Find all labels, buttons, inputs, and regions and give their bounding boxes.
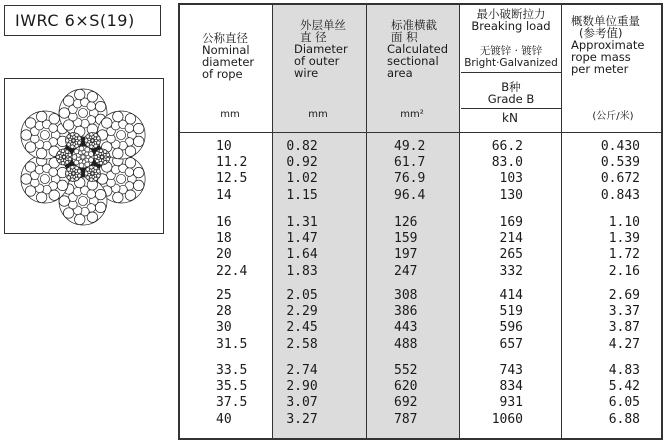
header-breaking-finish: 无镀锌 · 镀锌 Bright·Galvanized bbox=[464, 45, 558, 69]
cell-dow: 1.02 bbox=[286, 171, 318, 187]
cell-dow: 1.31 bbox=[286, 215, 318, 230]
cell-dow: 1.83 bbox=[286, 263, 318, 279]
cell-mass: 2.16 bbox=[608, 263, 640, 279]
cell-area: 620 bbox=[394, 379, 418, 395]
cell-area: 126 bbox=[394, 215, 418, 230]
header-bottom-rule bbox=[180, 132, 661, 133]
cell-dow: 2.58 bbox=[286, 336, 318, 352]
cell-dow: 0.92 bbox=[286, 155, 318, 171]
cell-area: 692 bbox=[394, 395, 418, 411]
header-nominal-diameter: 公称直径 Nominal diameter of rope bbox=[202, 31, 255, 81]
cell-mass: 3.37 bbox=[608, 304, 640, 320]
cell-mass: 6.05 bbox=[608, 395, 640, 411]
cell-mass: 1.39 bbox=[608, 231, 640, 247]
header-breaking-grade: B种 Grade B bbox=[487, 80, 535, 106]
cell-mass: 2.69 bbox=[608, 288, 640, 303]
rope-cross-section-icon bbox=[5, 79, 163, 233]
cell-area: 49.2 bbox=[394, 139, 426, 154]
breaking-grade-divider bbox=[461, 108, 561, 109]
col-divider bbox=[366, 5, 367, 438]
cell-mass: 4.83 bbox=[608, 363, 640, 378]
cell-mass: 0.843 bbox=[600, 187, 640, 203]
col-divider bbox=[561, 5, 562, 438]
cell-dia: 28 bbox=[216, 304, 232, 320]
cell-area: 96.4 bbox=[394, 187, 426, 203]
cell-dia: 11.2 bbox=[216, 155, 248, 171]
cell-dow: 3.07 bbox=[286, 395, 318, 411]
breaking-sub-divider bbox=[461, 72, 561, 73]
header-approx-mass: 概数单位重量 (参考值) Approximate rope mass per meter bbox=[571, 14, 645, 76]
cell-load: 66.2 bbox=[491, 139, 523, 154]
cell-load: 1060 bbox=[491, 411, 523, 427]
cell-dow: 0.82 bbox=[286, 139, 318, 154]
cell-area: 76.9 bbox=[394, 171, 426, 187]
cell-area: 159 bbox=[394, 231, 418, 247]
cell-mass: 0.672 bbox=[600, 171, 640, 187]
cell-dia: 35.5 bbox=[216, 379, 248, 395]
cell-area: 552 bbox=[394, 363, 418, 378]
cell-dia: 33.5 bbox=[216, 363, 248, 378]
cell-area: 787 bbox=[394, 411, 418, 427]
cell-load: 596 bbox=[499, 320, 523, 336]
product-title: IWRC 6×S(19) bbox=[4, 5, 161, 36]
cell-load: 103 bbox=[499, 171, 523, 187]
cell-area: 247 bbox=[394, 263, 418, 279]
cell-dia: 18 bbox=[216, 231, 232, 247]
cell-dia: 14 bbox=[216, 187, 232, 203]
cell-mass: 6.88 bbox=[608, 411, 640, 427]
unit-area: mm² bbox=[400, 109, 424, 120]
cell-area: 443 bbox=[394, 320, 418, 336]
rope-cross-section-figure bbox=[4, 78, 164, 234]
unit-nominal: mm bbox=[220, 109, 240, 120]
cell-area: 197 bbox=[394, 247, 418, 263]
cell-dia: 31.5 bbox=[216, 336, 248, 352]
cell-dia: 12.5 bbox=[216, 171, 248, 187]
unit-mass: (公斤/米) bbox=[592, 111, 634, 122]
cell-dia: 37.5 bbox=[216, 395, 248, 411]
cell-dia: 30 bbox=[216, 320, 232, 336]
cell-area: 308 bbox=[394, 288, 418, 303]
cell-mass: 4.27 bbox=[608, 336, 640, 352]
cell-load: 519 bbox=[499, 304, 523, 320]
cell-load: 130 bbox=[499, 187, 523, 203]
cell-load: 834 bbox=[499, 379, 523, 395]
cell-dow: 1.64 bbox=[286, 247, 318, 263]
cell-dow: 2.90 bbox=[286, 379, 318, 395]
cell-load: 414 bbox=[499, 288, 523, 303]
col-divider bbox=[272, 5, 273, 438]
cell-mass: 1.72 bbox=[608, 247, 640, 263]
cell-load: 214 bbox=[499, 231, 523, 247]
cell-dia: 22.4 bbox=[216, 263, 248, 279]
cell-area: 386 bbox=[394, 304, 418, 320]
cell-load: 265 bbox=[499, 247, 523, 263]
unit-breaking: kN bbox=[502, 111, 518, 125]
cell-dow: 2.45 bbox=[286, 320, 318, 336]
cell-dia: 10 bbox=[216, 139, 232, 154]
cell-dow: 2.05 bbox=[286, 288, 318, 303]
unit-outer-wire: mm bbox=[308, 109, 328, 120]
header-sectional-area: 标准横截 面 积 Calculated sectional area bbox=[387, 18, 449, 80]
header-breaking-load: 最小破断拉力 Breaking load bbox=[471, 7, 551, 33]
cell-area: 488 bbox=[394, 336, 418, 352]
cell-mass: 0.430 bbox=[600, 139, 640, 154]
cell-dow: 2.29 bbox=[286, 304, 318, 320]
cell-area: 61.7 bbox=[394, 155, 426, 171]
cell-load: 743 bbox=[499, 363, 523, 378]
cell-dia: 40 bbox=[216, 411, 232, 427]
col-divider bbox=[459, 5, 460, 438]
cell-load: 169 bbox=[499, 215, 523, 230]
cell-dow: 2.74 bbox=[286, 363, 318, 378]
specification-table bbox=[178, 3, 663, 440]
cell-mass: 1.10 bbox=[608, 215, 640, 230]
cell-mass: 5.42 bbox=[608, 379, 640, 395]
cell-mass: 0.539 bbox=[600, 155, 640, 171]
cell-mass: 3.87 bbox=[608, 320, 640, 336]
cell-dia: 25 bbox=[216, 288, 232, 303]
cell-dia: 16 bbox=[216, 215, 232, 230]
cell-load: 931 bbox=[499, 395, 523, 411]
cell-dow: 1.15 bbox=[286, 187, 318, 203]
cell-dow: 3.27 bbox=[286, 411, 318, 427]
cell-dow: 1.47 bbox=[286, 231, 318, 247]
cell-load: 657 bbox=[499, 336, 523, 352]
cell-load: 332 bbox=[499, 263, 523, 279]
header-outer-wire-diameter: 外层单丝 直 径 Diameter of outer wire bbox=[294, 18, 348, 80]
cell-load: 83.0 bbox=[491, 155, 523, 171]
cell-dia: 20 bbox=[216, 247, 232, 263]
